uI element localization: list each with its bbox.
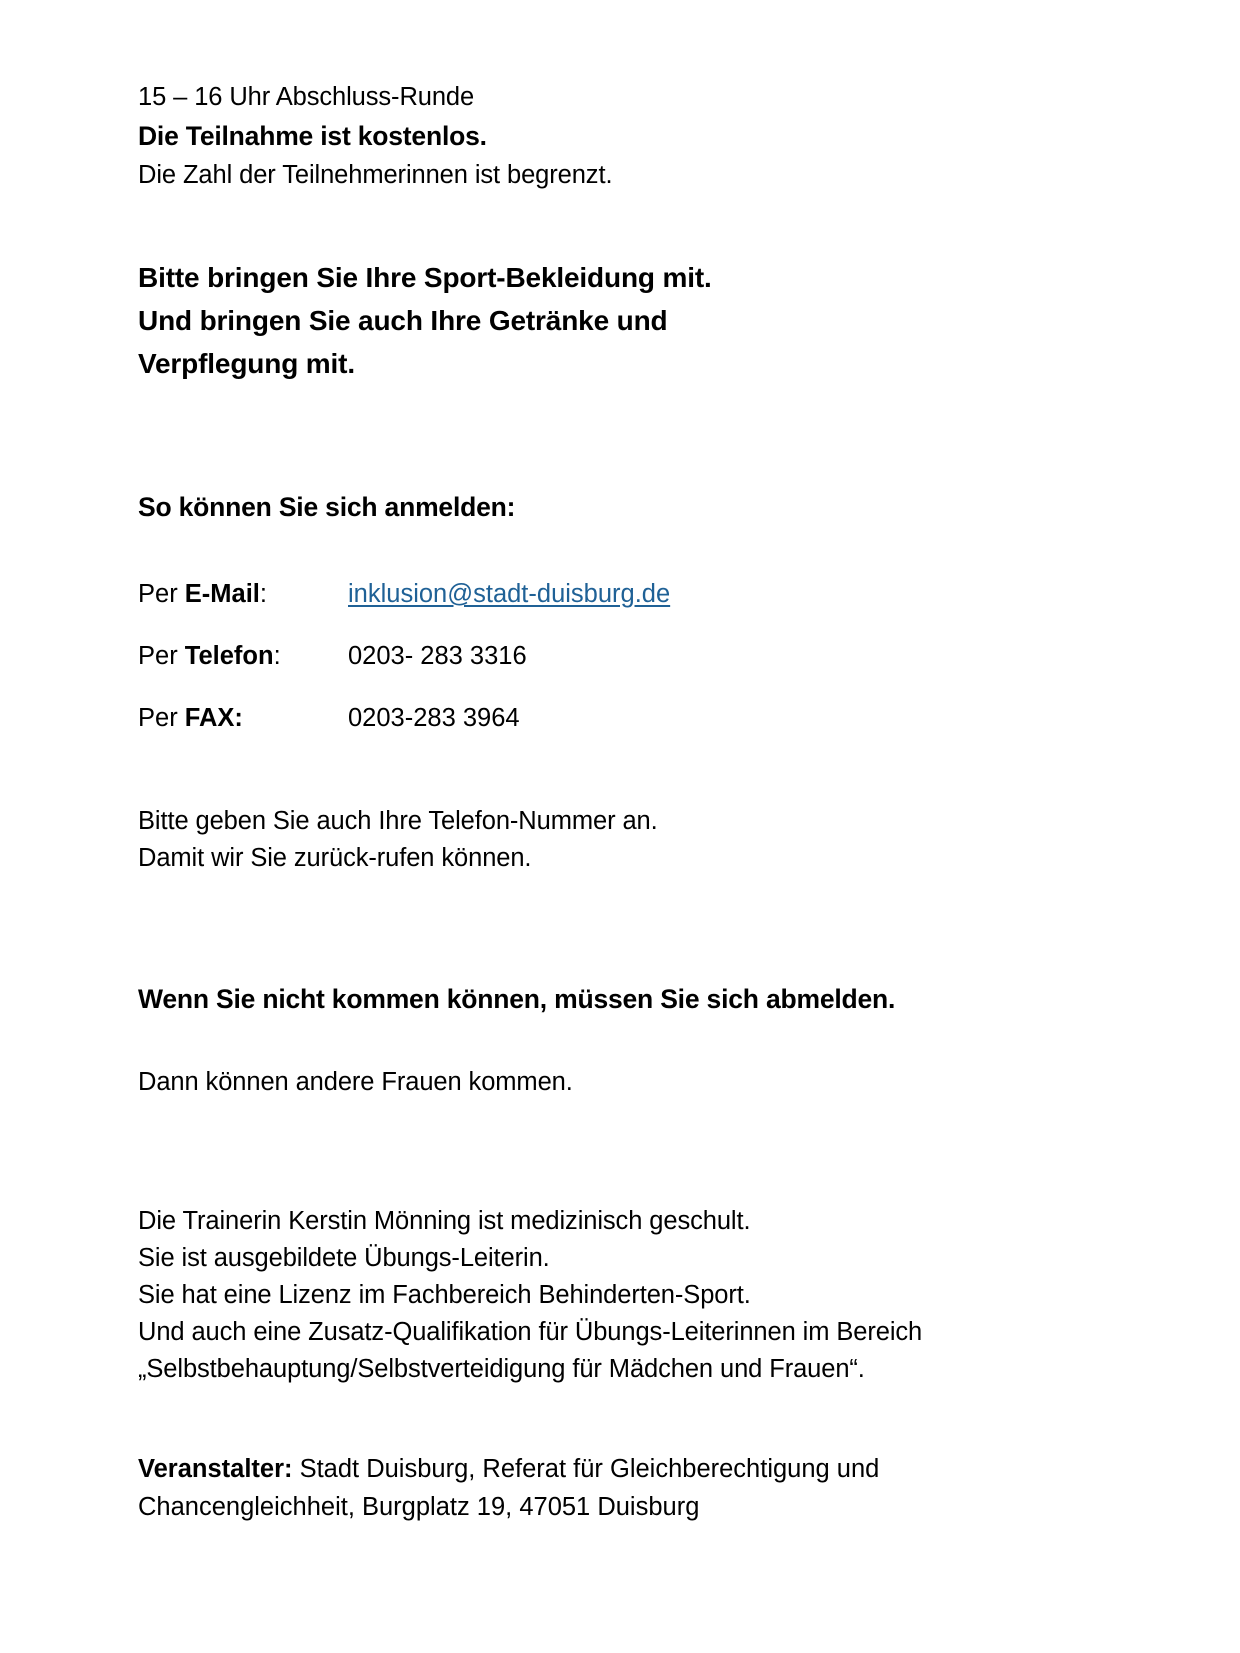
trainer-selfdefense-line: „Selbstbehauptung/Selbstverteidigung für Mädchen und Frauen“. <box>138 1355 865 1383</box>
trainer-medical-line: Die Trainerin Kerstin Mönning ist medizinisch geschult. <box>138 1207 751 1235</box>
spacer <box>138 761 1118 803</box>
contact-value-email <box>348 575 670 613</box>
cancellation-note: Dann können andere Frauen kommen. <box>138 1068 573 1096</box>
trainer-license-line: Sie hat eine Lizenz im Fachbereich Behinderten-Sport. <box>138 1281 751 1309</box>
contact-label-bold: Telefon <box>184 642 274 670</box>
contact-label-fax <box>138 699 348 737</box>
contact-label-bold: E-Mail <box>184 580 260 608</box>
spacer <box>138 1019 1118 1063</box>
spacer <box>138 194 1118 256</box>
bring-drinks-line: Und bringen Sie auch Ihre Getränke und <box>138 305 668 336</box>
registration-block <box>138 487 1118 737</box>
cancellation-block <box>138 979 1118 1101</box>
cancellation-heading: Wenn Sie nicht kommen können, müssen Sie sich abmelden. <box>138 984 896 1014</box>
contact-label-prefix: Per <box>138 704 185 732</box>
spacer <box>138 527 1118 575</box>
trainer-extra-qualification-line: Und auch eine Zusatz-Qualifikation für Übungs-Leiterinnen im Bereich <box>138 1318 923 1346</box>
schedule-line: 15 – 16 Uhr Abschluss-Runde <box>138 83 475 111</box>
contact-label-phone <box>138 637 348 675</box>
contact-value-fax: 0203-283 3964 <box>348 704 520 732</box>
callback-number-line: Bitte geben Sie auch Ihre Telefon-Nummer an. <box>138 807 658 835</box>
organizer-block <box>138 1450 968 1526</box>
contact-label-bold: FAX: <box>184 704 243 732</box>
trainer-qualification-line: Sie ist ausgebildete Übungs-Leiterin. <box>138 1244 550 1272</box>
trainer-block <box>138 1203 1118 1388</box>
registration-heading: So können Sie sich anmelden: <box>138 492 516 522</box>
contact-value-phone: 0203- 283 3316 <box>348 642 527 670</box>
bring-block <box>138 256 1118 385</box>
callback-block <box>138 803 1118 877</box>
bring-food-line: Verpflegung mit. <box>138 348 355 379</box>
spacer <box>138 447 1118 487</box>
contact-row-email <box>138 575 1118 613</box>
contact-label-prefix: Per <box>138 642 185 670</box>
contact-row-fax <box>138 699 1118 737</box>
contact-label-prefix: Per <box>138 580 185 608</box>
contact-label-suffix: : <box>273 642 281 670</box>
organizer-label: Veranstalter: <box>138 1455 293 1483</box>
limited-participants-line: Die Zahl der Teilnehmerinnen ist begrenzt. <box>138 161 613 189</box>
intro-block <box>138 78 1118 194</box>
spacer <box>138 385 1118 447</box>
organizer-text: Stadt Duisburg, Referat für Gleichberechtigung und Chancengleichheit, Burgplatz 19, 47051 Duisburg <box>138 1455 880 1521</box>
contact-label-email <box>138 575 348 613</box>
spacer <box>138 1163 1118 1203</box>
document-body <box>138 78 1118 1526</box>
bring-sportswear-line: Bitte bringen Sie Ihre Sport-Bekleidung mit. <box>138 262 712 293</box>
spacer <box>138 877 1118 939</box>
contact-row-phone <box>138 637 1118 675</box>
spacer <box>138 939 1118 979</box>
free-participation-heading: Die Teilnahme ist kostenlos. <box>138 121 487 151</box>
spacer <box>138 1101 1118 1163</box>
email-link[interactable]: inklusion@stadt-duisburg.de <box>348 580 671 608</box>
callback-reason-line: Damit wir Sie zurück-rufen können. <box>138 844 532 872</box>
spacer <box>138 1388 1118 1450</box>
contact-label-suffix: : <box>259 580 267 608</box>
